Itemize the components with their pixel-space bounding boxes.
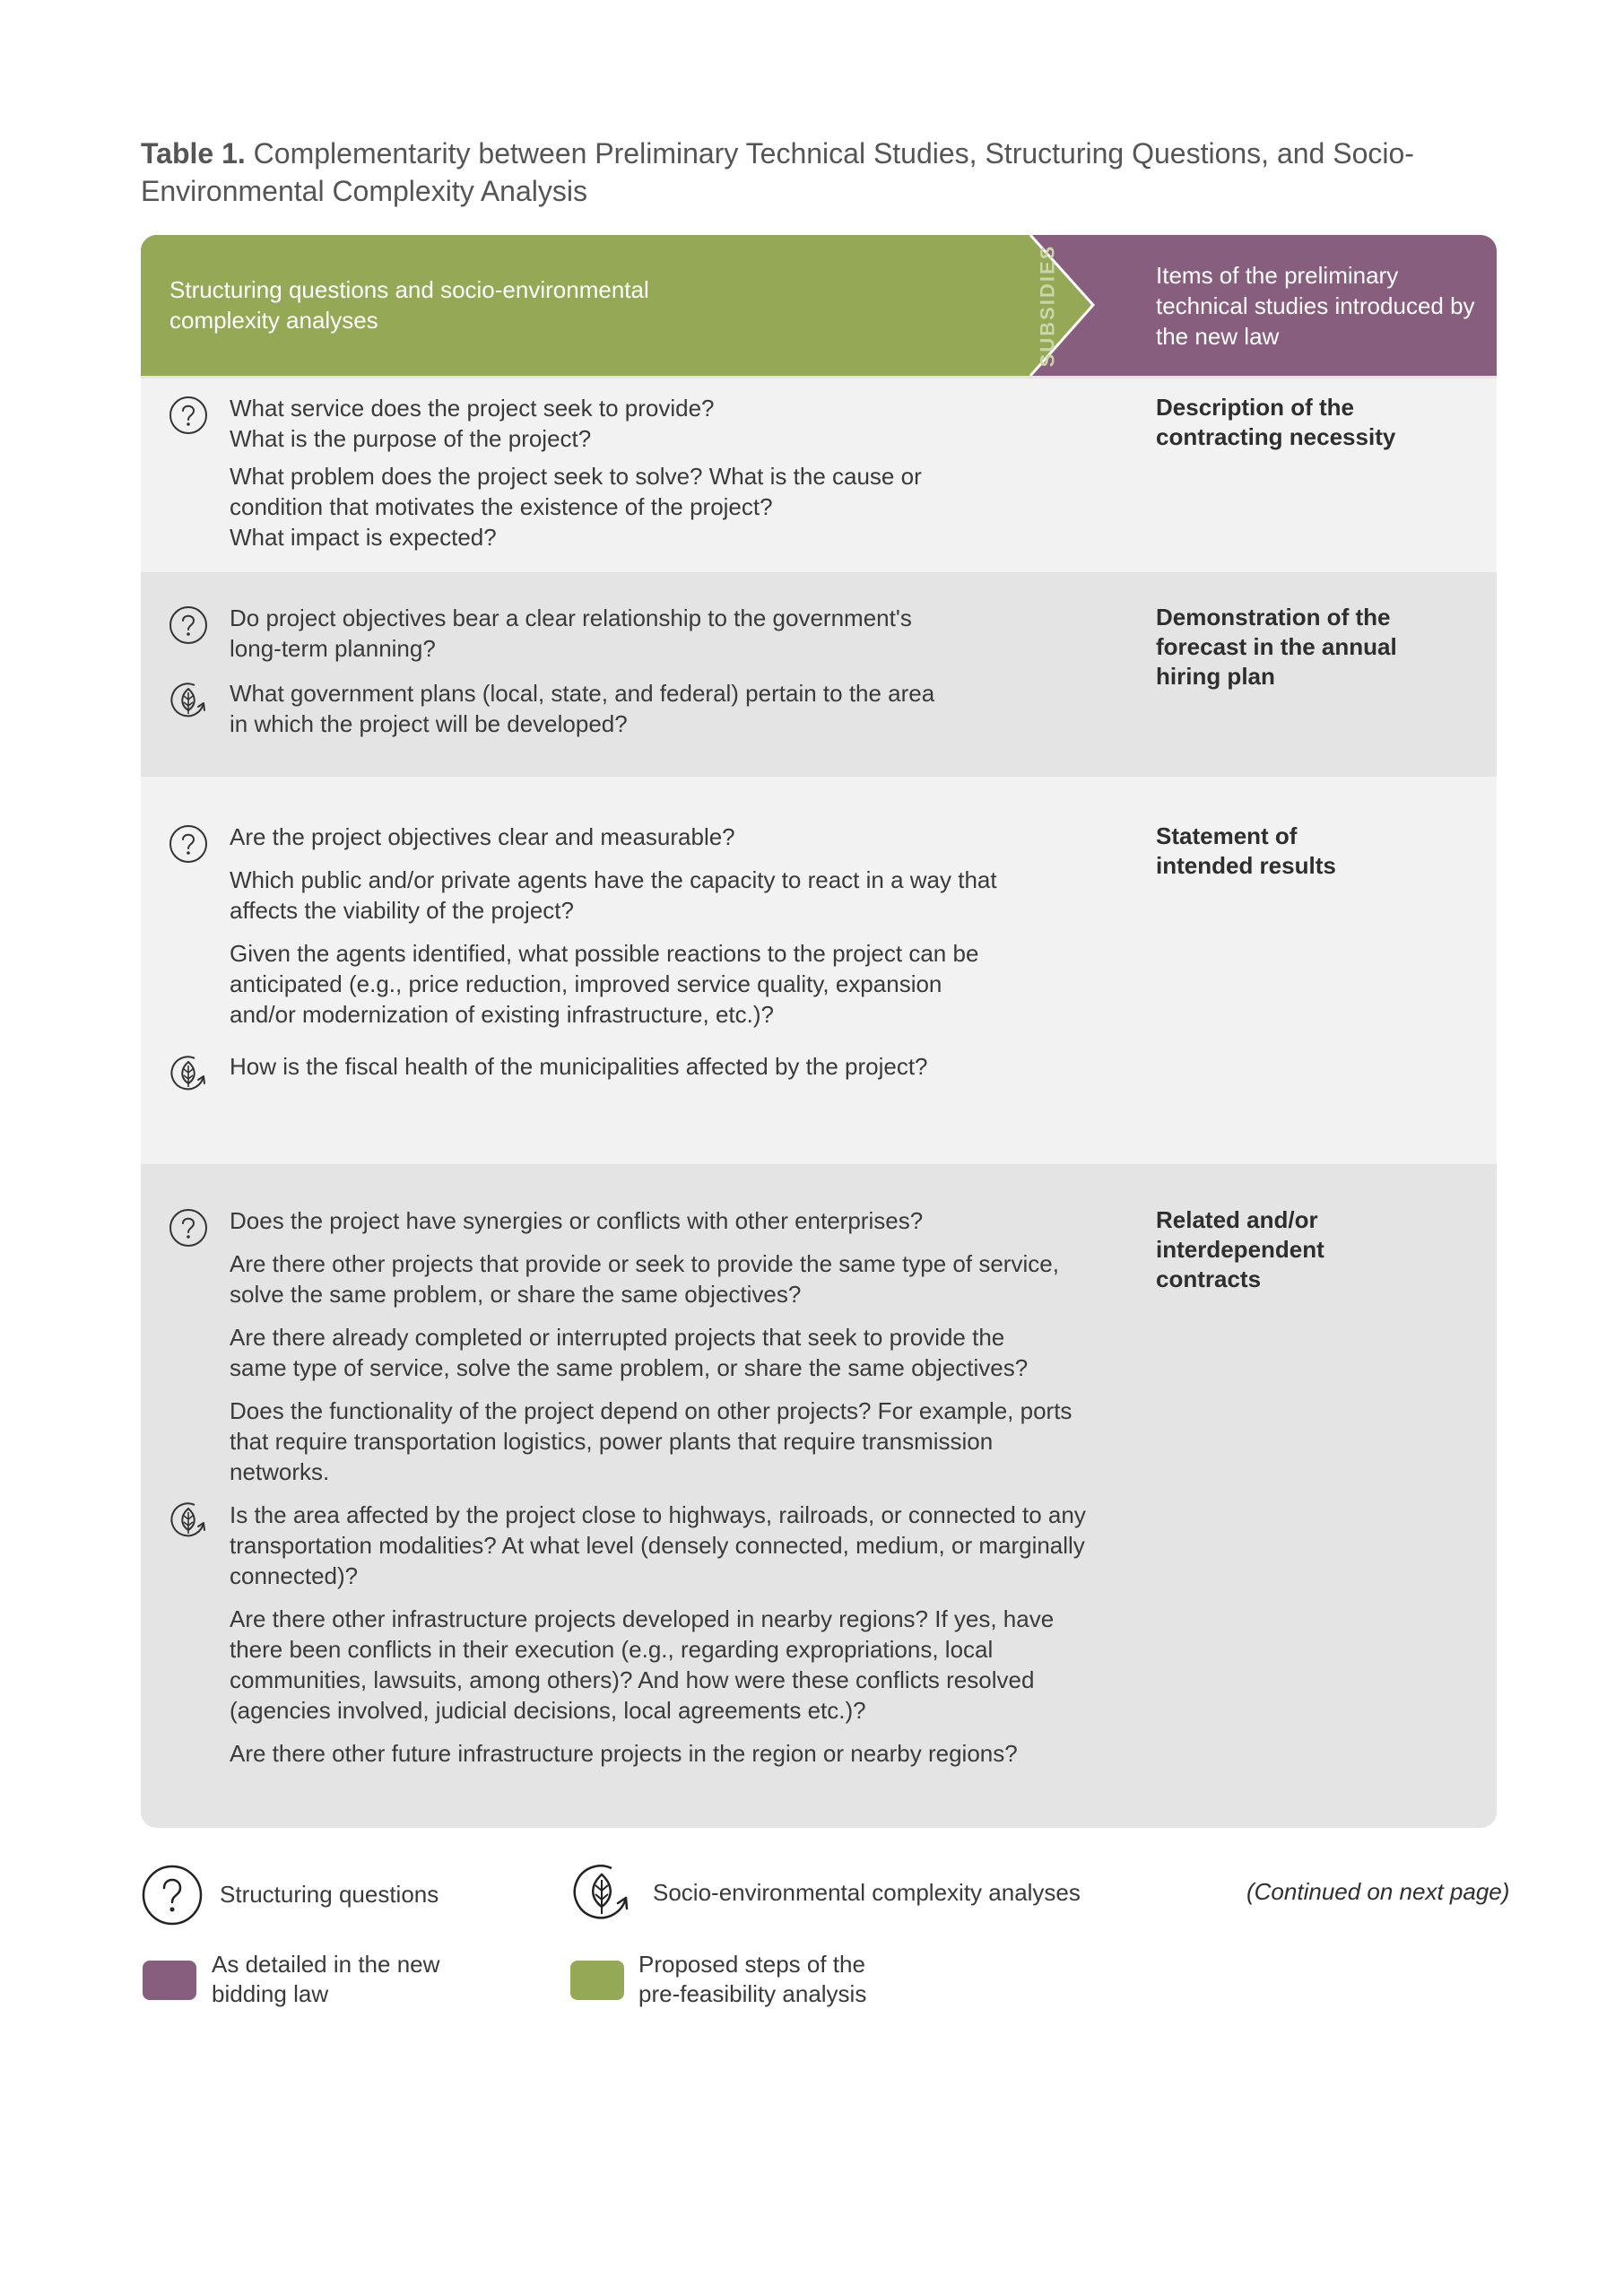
question: What government plans (local, state, and federal) pertain to the area in which the project will be developed? bbox=[230, 680, 935, 737]
technical-study-item: Demonstration of the forecast in the annual hiring plan bbox=[1156, 604, 1397, 690]
header-subsidies-label: SUBSIDIES bbox=[1036, 244, 1058, 368]
table-number: Table 1. bbox=[141, 137, 246, 170]
question: How is the fiscal health of the municipalities affected by the project? bbox=[230, 1053, 928, 1080]
legend-structuring-questions: Structuring questions bbox=[220, 1881, 439, 1908]
legend-pre-feasibility: Proposed steps of the pre-feasibility analysis bbox=[638, 1951, 867, 2007]
question: What problem does the project seek to solve? What is the cause or condition that motivates the existence of the project? bbox=[230, 463, 922, 520]
table-row bbox=[141, 378, 1497, 572]
question-circle-icon bbox=[141, 1864, 204, 1926]
question: What service does the project seek to provide? bbox=[230, 395, 715, 422]
legend-socio-environmental: Socio-environmental complexity analyses bbox=[653, 1879, 1081, 1906]
header-technical-studies-column: Items of the preliminary technical studies introduced by the new law bbox=[1156, 262, 1475, 350]
question: Are there other infrastructure projects developed in nearby regions? If yes, have there been conflicts in their execution (e.g., regarding expropriations, local communities, lawsuits, among others)? And how were these conflicts resolved (agencies involved, judicial decisions, local agreements etc.)? bbox=[230, 1605, 1055, 1724]
question: Are there already completed or interrupted projects that seek to provide the same type of service, solve the same problem, or share the same objectives? bbox=[230, 1324, 1029, 1381]
table-row bbox=[141, 1164, 1497, 1828]
leaf-cycle-icon bbox=[168, 1500, 209, 1541]
legend-green-swatch bbox=[570, 1961, 624, 2000]
question-circle-icon bbox=[168, 395, 209, 436]
leaf-cycle-icon bbox=[570, 1862, 633, 1925]
question: Are the project objectives clear and measurable? bbox=[230, 823, 735, 850]
question: What is the purpose of the project? bbox=[230, 425, 592, 452]
technical-study-item: Description of the contracting necessity bbox=[1156, 394, 1396, 450]
question-circle-icon bbox=[168, 1207, 209, 1248]
question: What impact is expected? bbox=[230, 524, 497, 551]
continued-note: (Continued on next page) bbox=[1246, 1878, 1510, 1905]
question: Given the agents identified, what possible reactions to the project can be anticipated (e.g., price reduction, improved service quality, expansion and/or modernization of existing infrastructure, etc.)? bbox=[230, 940, 979, 1028]
table-row bbox=[141, 777, 1497, 1164]
technical-study-item: Statement of intended results bbox=[1156, 822, 1336, 879]
question: Is the area affected by the project close to highways, railroads, or connected to any transportation modalities? At what level (densely connected, medium, or marginally connected)? bbox=[230, 1501, 1086, 1589]
leaf-cycle-icon bbox=[168, 1053, 209, 1094]
question: Does the project have synergies or conflicts with other enterprises? bbox=[230, 1207, 924, 1234]
complementarity-table bbox=[141, 235, 1497, 1828]
table-row bbox=[141, 572, 1497, 777]
question: Are there other future infrastructure projects in the region or nearby regions? bbox=[230, 1740, 1018, 1767]
question: Does the functionality of the project depend on other projects? For example, ports that require transportation logistics, power plants that require transmission networks. bbox=[230, 1397, 1073, 1485]
table-caption: Complementarity between Preliminary Technical Studies, Structuring Questions, and Socio-Environmental Complexity Analysis bbox=[141, 137, 1414, 207]
leaf-cycle-icon bbox=[168, 680, 209, 721]
question: Which public and/or private agents have the capacity to react in a way that affects the viability of the project? bbox=[230, 866, 997, 924]
question-circle-icon bbox=[168, 823, 209, 865]
legend-new-bidding-law: As detailed in the new bidding law bbox=[212, 1951, 440, 2007]
question: Are there other projects that provide or seek to provide the same type of service, solve the same problem, or share the same objectives? bbox=[230, 1250, 1059, 1308]
table-header bbox=[141, 235, 1497, 376]
table-title bbox=[141, 135, 1486, 210]
question: Do project objectives bear a clear relationship to the government's long-term planning? bbox=[230, 604, 912, 662]
technical-study-item: Related and/or interdependent contracts bbox=[1156, 1206, 1324, 1292]
header-structuring-column: Structuring questions and socio-environmental complexity analyses bbox=[169, 276, 649, 334]
question-circle-icon bbox=[168, 604, 209, 646]
legend-purple-swatch bbox=[143, 1961, 196, 2000]
